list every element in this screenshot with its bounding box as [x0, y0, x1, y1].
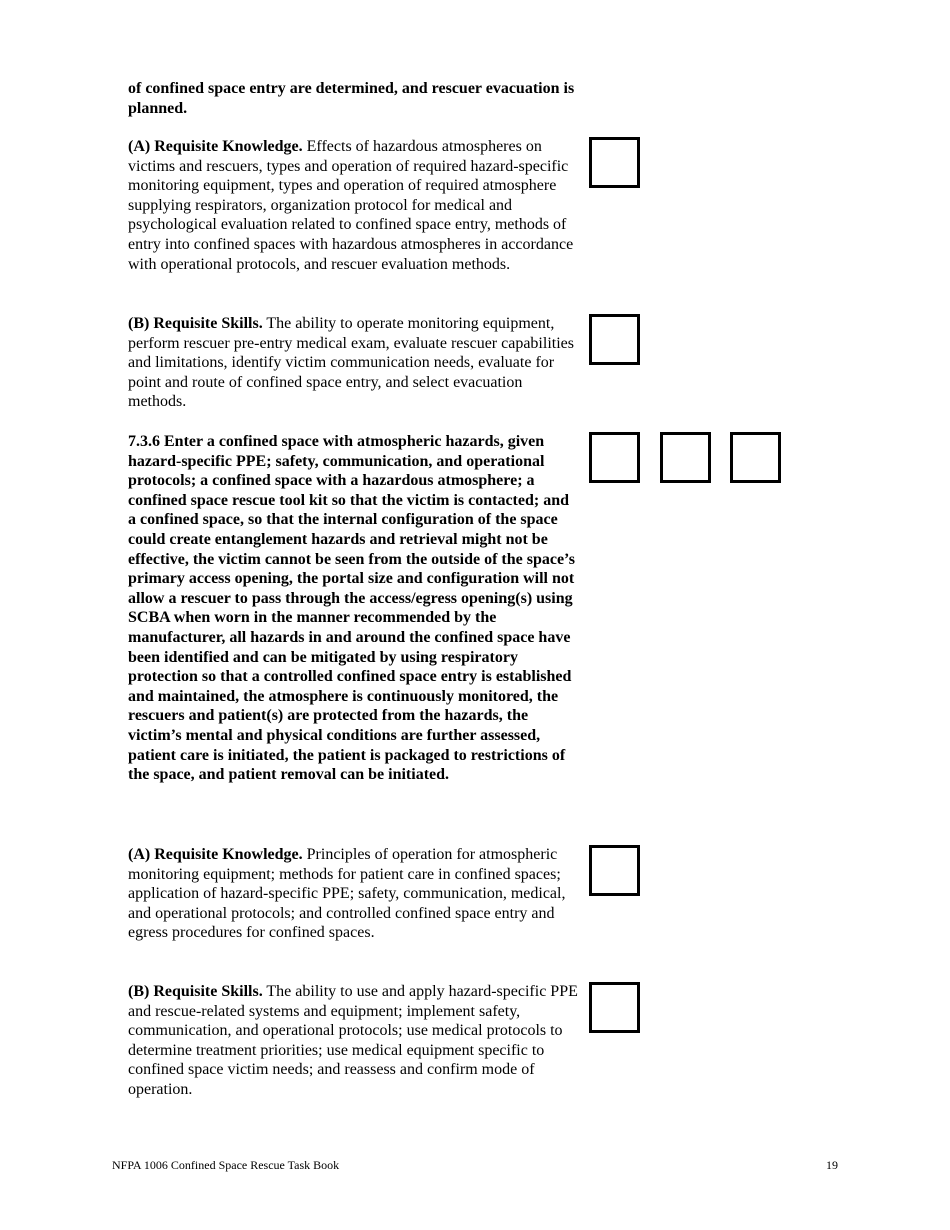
section-lead: (A) Requisite Knowledge.	[128, 138, 303, 155]
section-text: The ability to use and apply hazard-specific PPE and rescue-related systems and equipment; implement safety, communication, and operational protocols; use medical protocols to determine treatment priorities; use medical equipment specific to confined space victim needs; and reassess and confirm mode of operation.	[128, 983, 578, 1098]
signoff-checkbox[interactable]	[589, 314, 640, 365]
signoff-checkbox[interactable]	[589, 982, 640, 1033]
section-b-skills-7-3-6	[128, 982, 580, 1100]
signoff-checkbox[interactable]	[589, 845, 640, 896]
section-b-skills-7-3-5	[128, 314, 580, 412]
section-text: Effects of hazardous atmospheres on victims and rescuers, types and operation of required hazard-specific monitoring equipment, types and operation of required atmosphere supplying respirators, organization protocol for medical and psychological evaluation related to confined space entry, methods of entry into confined spaces with hazardous atmospheres in accordance with operational protocols, and rescuer evaluation methods.	[128, 138, 574, 273]
section-lead: (A) Requisite Knowledge.	[128, 846, 303, 863]
section-text: Principles of operation for atmospheric monitoring equipment; methods for patient care in confined spaces; application of hazard-specific PPE; safety, communication, medical, and operational protocols; and controlled confined space entry and egress procedures for confined spaces.	[128, 846, 566, 942]
signoff-checkbox[interactable]	[589, 137, 640, 188]
section-a-knowledge-7-3-5	[128, 137, 580, 274]
signoff-checkbox[interactable]	[730, 432, 781, 483]
section-lead: (B) Requisite Skills.	[128, 315, 263, 332]
section-a-knowledge-7-3-6	[128, 845, 580, 943]
signoff-checkbox[interactable]	[660, 432, 711, 483]
page-number: 19	[826, 1158, 838, 1172]
footer-title: NFPA 1006 Confined Space Rescue Task Book	[112, 1158, 340, 1172]
intro-paragraph: of confined space entry are determined, and rescuer evacuation is planned.	[128, 80, 575, 117]
signoff-checkbox[interactable]	[589, 432, 640, 483]
section-lead: (B) Requisite Skills.	[128, 983, 263, 1000]
section-text: The ability to operate monitoring equipment, perform rescuer pre-entry medical exam, evaluate rescuer capabilities and limitations, identify victim communication needs, evaluate for point and route of confined space entry, and select evacuation methods.	[128, 315, 574, 411]
jpr-7-3-6: 7.3.6 Enter a confined space with atmospheric hazards, given hazard-specific PPE; safety, communication, and operational protocols; a confined space with a hazardous atmosphere; a confined space rescue tool kit so that the victim is contacted; and a confined space, so that the internal configuration of the space could create entanglement hazards and retrieval might not be effective, the victim cannot be seen from the outside of the space’s primary access opening, the portal size and configuration will not allow a rescuer to pass through the access/egress opening(s) using SCBA when worn in the manner recommended by the manufacturer, all hazards in and around the confined space have been identified and can be mitigated by using respiratory protection so that a controlled confined space entry is established and maintained, the atmosphere is continuously monitored, the rescuers and patient(s) are protected from the hazards, the victim’s mental and physical conditions are further assessed, patient care is initiated, the patient is packaged to restrictions of the space, and patient removal can be initiated.	[128, 433, 576, 784]
